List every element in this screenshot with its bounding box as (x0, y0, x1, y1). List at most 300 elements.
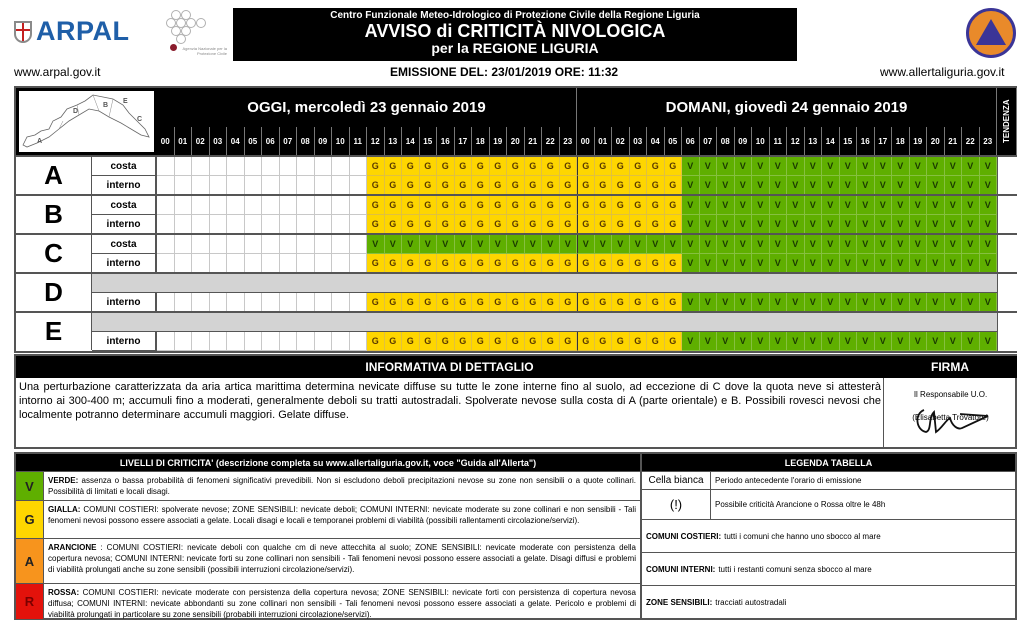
criticality-cell: V (980, 196, 998, 215)
criticality-cell: V (700, 157, 718, 176)
criticality-cell: G (420, 176, 438, 195)
criticality-cell: V (945, 332, 963, 351)
criticality-cell (297, 157, 315, 176)
criticality-cell (227, 235, 245, 254)
criticality-cell: V (840, 157, 858, 176)
criticality-cell (192, 254, 210, 273)
legend-definition-row (642, 519, 1015, 552)
criticality-cell: V (717, 235, 735, 254)
criticality-cell: V (612, 235, 630, 254)
criticality-cell: V (962, 157, 980, 176)
hour-header: 19 (910, 127, 928, 155)
criticality-cell: G (437, 332, 455, 351)
criticality-cell: V (962, 215, 980, 234)
criticality-cell: V (857, 254, 875, 273)
criticality-cell: V (910, 196, 928, 215)
criticality-cell: V (945, 196, 963, 215)
criticality-cell: V (927, 215, 945, 234)
hour-header: 18 (892, 127, 910, 155)
hour-header: 00 (157, 127, 175, 155)
criticality-cell: V (805, 157, 823, 176)
hour-header: 03 (630, 127, 648, 155)
criticality-cell: V (735, 215, 753, 234)
criticality-cell: G (507, 157, 525, 176)
tendenza-cell (997, 313, 1017, 332)
svg-text:B: B (103, 102, 109, 109)
criticality-cell (280, 254, 298, 273)
criticality-cell (175, 196, 193, 215)
criticality-cell: V (367, 235, 385, 254)
criticality-cell: G (367, 332, 385, 351)
criticality-cell (245, 293, 263, 312)
criticality-cell: V (787, 215, 805, 234)
criticality-cell: G (420, 293, 438, 312)
criticality-cell: V (945, 293, 963, 312)
criticality-cell: V (805, 235, 823, 254)
legend-term: COMUNI INTERNI: (646, 564, 716, 574)
hour-header: 09 (315, 127, 333, 155)
criticality-cell: V (647, 235, 665, 254)
hour-header: 00 (577, 127, 595, 155)
criticality-cell: V (962, 293, 980, 312)
criticality-cell: V (735, 176, 753, 195)
protezione-civile-liguria-logo (966, 8, 1016, 58)
criticality-cell: G (595, 215, 613, 234)
criticality-cell: V (752, 332, 770, 351)
criticality-cell (280, 332, 298, 351)
criticality-cell: V (385, 235, 403, 254)
criticality-cell: G (402, 196, 420, 215)
allertaliguria-url[interactable]: www.allertaliguria.gov.it (880, 65, 1005, 79)
criticality-cell: V (910, 332, 928, 351)
criticality-cell: V (700, 332, 718, 351)
criticality-cell: V (507, 235, 525, 254)
table-row (92, 332, 1017, 351)
criticality-cell: V (735, 293, 753, 312)
tendenza-header: TENDENZA (997, 88, 1017, 155)
criticality-cell: G (367, 215, 385, 234)
criticality-cell: V (682, 157, 700, 176)
criticality-cell (297, 176, 315, 195)
criticality-cell (280, 293, 298, 312)
criticality-cell: G (612, 254, 630, 273)
criticality-cell (245, 157, 263, 176)
criticality-cell: G (542, 196, 560, 215)
criticality-cell (192, 157, 210, 176)
criticality-cell (262, 196, 280, 215)
criticality-cell: G (665, 157, 683, 176)
criticality-cell: V (962, 235, 980, 254)
criticality-cell: V (945, 215, 963, 234)
criticality-cell: V (892, 157, 910, 176)
hour-header: 15 (420, 127, 438, 155)
criticality-cell (315, 235, 333, 254)
criticality-cell: G (665, 215, 683, 234)
hour-header: 23 (980, 127, 998, 155)
hours-row (157, 127, 997, 155)
table-row (92, 274, 1017, 293)
criticality-cell (262, 293, 280, 312)
criticality-cell: V (980, 235, 998, 254)
signature-cell (883, 378, 1017, 447)
level-badge: V (16, 472, 44, 500)
zone-block-c (16, 233, 1017, 272)
zone-unused-row (92, 274, 997, 293)
criticality-cell: V (875, 332, 893, 351)
level-name: GIALLA: (48, 505, 81, 514)
criticality-cell: V (752, 176, 770, 195)
criticality-cell (157, 235, 175, 254)
legend-description: tutti i comuni che hanno uno sbocco al mare (724, 531, 881, 541)
hour-header: 03 (210, 127, 228, 155)
criticality-cell: V (735, 196, 753, 215)
criticality-cell: G (577, 332, 595, 351)
criticality-cell (315, 215, 333, 234)
hour-header: 02 (612, 127, 630, 155)
criticality-cell (297, 332, 315, 351)
criticality-cell: V (787, 332, 805, 351)
level-text: assenza o bassa probabilità di fenomeni significativi prevedibili. Non si escludono deboli precipitazioni nevose su zone non sensibili o a quote collinari. Possibilità di limitati e locali disagi. (48, 476, 636, 496)
criticality-cell (297, 293, 315, 312)
criticality-cell (332, 196, 350, 215)
criticality-cell: V (455, 235, 473, 254)
criticality-cell: G (385, 254, 403, 273)
level-name: ROSSA: (48, 588, 80, 597)
criticality-cell (157, 254, 175, 273)
criticality-cell (262, 235, 280, 254)
emission-datetime: EMISSIONE DEL: 23/01/2019 ORE: 11:32 (390, 65, 619, 79)
criticality-cell: V (770, 293, 788, 312)
criticality-cell (175, 176, 193, 195)
criticality-cell: V (805, 215, 823, 234)
criticality-cell (350, 196, 368, 215)
legend-value: Possibile criticità Arancione o Rossa oltre le 48h (715, 500, 886, 509)
criticality-cell: V (840, 196, 858, 215)
criticality-cell: G (612, 157, 630, 176)
hour-header: 14 (822, 127, 840, 155)
criticality-cell: G (420, 157, 438, 176)
criticality-cell: V (892, 176, 910, 195)
criticality-levels-section (14, 452, 642, 620)
criticality-cell: V (840, 215, 858, 234)
table-row (92, 293, 1017, 312)
criticality-cell: V (682, 254, 700, 273)
criticality-cell: V (822, 196, 840, 215)
criticality-cell: G (402, 215, 420, 234)
criticality-cell: G (507, 196, 525, 215)
hour-header: 21 (525, 127, 543, 155)
tendenza-cell (997, 176, 1017, 195)
informativa-text: Una perturbazione caratterizzata da aria artica marittima determina nevicate diffuse su tutte le zone interne fino al suolo, ad eccezione di C dove la quota neve si attesterà intorno ai 300-400 m; accumuli fino a moderati, generalmente deboli su tratti autostradali. Spolverate nevose sulla costa di A (parte orientale) e B. Possibili rovesci nevosi che localmente potranno determinare accumuli maggiori. Gelate diffuse. (19, 381, 881, 421)
criticality-cell: V (752, 235, 770, 254)
criticality-cell: V (822, 215, 840, 234)
criticality-cell (227, 293, 245, 312)
table-row (92, 176, 1017, 195)
criticality-cell (350, 293, 368, 312)
criticality-cell: G (525, 176, 543, 195)
criticality-cell (192, 235, 210, 254)
criticality-cell: G (595, 157, 613, 176)
criticality-cell (315, 196, 333, 215)
level-description (44, 472, 640, 500)
criticality-cell: G (525, 215, 543, 234)
criticality-cell: V (752, 293, 770, 312)
criticality-cell (227, 215, 245, 234)
criticality-cell: V (752, 196, 770, 215)
criticality-cell (210, 196, 228, 215)
criticality-cell: G (472, 254, 490, 273)
criticality-cell (227, 332, 245, 351)
criticality-cell: V (910, 235, 928, 254)
level-text: COMUNI COSTIERI: spolverate nevose; ZONE SENSIBILI: nevicate deboli; COMUNI INTERNI: nevicate moderate su zone collinari e non sensibili - Tali fenomeni nevosi possono essere associati a gelate. Locali disagi e locali e temporanei problemi di viabilità (possibili rallentamenti circolazione/servizi). (48, 505, 636, 525)
criticality-cell: V (892, 332, 910, 351)
criticality-cell: G (647, 157, 665, 176)
hour-header: 18 (472, 127, 490, 155)
criticality-cell: G (630, 293, 648, 312)
criticality-cell: G (455, 254, 473, 273)
hour-header: 12 (787, 127, 805, 155)
criticality-cell (350, 332, 368, 351)
criticality-cell: V (437, 235, 455, 254)
hour-header: 11 (770, 127, 788, 155)
criticality-cell: V (560, 235, 578, 254)
criticality-cell: G (595, 254, 613, 273)
criticality-cell: G (525, 332, 543, 351)
criticality-cell (245, 254, 263, 273)
hour-header: 15 (840, 127, 858, 155)
criticality-cell: V (717, 215, 735, 234)
criticality-cell: V (735, 235, 753, 254)
criticality-cell: V (927, 332, 945, 351)
criticality-cell: V (892, 235, 910, 254)
legend-value: Periodo antecedente l'orario di emissione (715, 476, 862, 485)
criticality-cell: V (805, 176, 823, 195)
level-text: : COMUNI COSTIERI: nevicate deboli con qualche cm di neve attecchita al suolo; ZONE SENSIBILI: nevicate moderate con persistenza della copertura nevosa; COMUNI INTERNI: nevicate forti su zone collinari non sensibili - Tali fenomeni nevosi possono essere associati a gelate. Disagi diffusi e problemi di viabilità prolungati anche su zone sensibili (possibili interruzioni circolazione/servizi). (48, 543, 636, 574)
informativa-section (14, 354, 1017, 449)
criticality-cell (332, 176, 350, 195)
criticality-cell: V (857, 176, 875, 195)
criticality-cell: V (490, 235, 508, 254)
table-row (92, 235, 1017, 254)
table-row (92, 157, 1017, 176)
criticality-cell: G (525, 293, 543, 312)
criticality-cell: V (875, 157, 893, 176)
hour-header: 05 (665, 127, 683, 155)
criticality-cell: G (472, 176, 490, 195)
criticality-cell: V (735, 332, 753, 351)
zone-letter: A (16, 157, 92, 194)
criticality-cell: G (577, 196, 595, 215)
criticality-cell: G (595, 176, 613, 195)
hour-header: 10 (752, 127, 770, 155)
hour-header: 09 (735, 127, 753, 155)
criticality-cell (210, 176, 228, 195)
criticality-cell: V (822, 176, 840, 195)
criticality-cell (315, 176, 333, 195)
criticality-cell: G (420, 215, 438, 234)
hour-header: 07 (280, 127, 298, 155)
criticality-cell: V (857, 235, 875, 254)
svg-text:D: D (73, 108, 79, 115)
protezione-civile-nazionale-logo (157, 8, 229, 64)
criticality-cell (175, 254, 193, 273)
subzone-label: interno (92, 293, 157, 312)
hour-header: 05 (245, 127, 263, 155)
legend-description: tutti i restanti comuni senza sbocco al mare (718, 564, 872, 574)
criticality-cell: G (560, 176, 578, 195)
criticality-cell (192, 293, 210, 312)
criticality-cell: V (700, 176, 718, 195)
criticality-cell: G (560, 332, 578, 351)
criticality-cell: G (630, 196, 648, 215)
criticality-cell (262, 176, 280, 195)
criticality-cell: V (787, 196, 805, 215)
criticality-cell: V (665, 235, 683, 254)
criticality-cell: V (910, 176, 928, 195)
criticality-cell: G (437, 254, 455, 273)
criticality-cell: V (525, 235, 543, 254)
tendenza-cell (997, 293, 1017, 312)
criticality-cell: G (490, 332, 508, 351)
criticality-cell: G (630, 157, 648, 176)
criticality-cell (245, 235, 263, 254)
criticality-cell: V (980, 215, 998, 234)
hour-header: 22 (962, 127, 980, 155)
criticality-cell: V (927, 235, 945, 254)
tendenza-cell (997, 196, 1017, 215)
criticality-cell: G (612, 215, 630, 234)
criticality-cell: G (612, 293, 630, 312)
criticality-cell (175, 293, 193, 312)
criticality-cell: G (437, 215, 455, 234)
criticality-cell: G (665, 254, 683, 273)
criticality-cell: G (472, 332, 490, 351)
criticality-cell: G (507, 176, 525, 195)
hour-header: 01 (175, 127, 193, 155)
hour-header: 06 (262, 127, 280, 155)
hour-header: 10 (332, 127, 350, 155)
criticality-cell: G (402, 157, 420, 176)
criticality-cell: G (542, 254, 560, 273)
criticality-cell (210, 215, 228, 234)
criticality-cell: V (402, 235, 420, 254)
criticality-cell: G (647, 332, 665, 351)
criticality-cell: G (490, 254, 508, 273)
criticality-cell (332, 215, 350, 234)
criticality-cell (245, 176, 263, 195)
table-row (92, 254, 1017, 273)
criticality-cell (175, 157, 193, 176)
criticality-cell: V (682, 332, 700, 351)
criticality-cell: V (787, 157, 805, 176)
signature-icon (912, 406, 992, 436)
criticality-cell: V (962, 196, 980, 215)
criticality-cell: V (945, 157, 963, 176)
criticality-cell: V (752, 215, 770, 234)
criticality-cell: G (542, 157, 560, 176)
day-header-tomorrow: DOMANI, giovedì 24 gennaio 2019 (577, 88, 997, 127)
criticality-table (14, 86, 1017, 353)
liguria-map-icon (19, 91, 154, 152)
day-header-today: OGGI, mercoledì 23 gennaio 2019 (157, 88, 577, 127)
criticality-cell: V (840, 176, 858, 195)
criticality-cell: V (857, 196, 875, 215)
table-row (92, 196, 1017, 215)
criticality-cell: V (735, 157, 753, 176)
criticality-cell: V (980, 176, 998, 195)
criticality-cell: G (577, 176, 595, 195)
title-banner (233, 8, 797, 61)
criticality-cell: V (700, 254, 718, 273)
criticality-cell: G (402, 293, 420, 312)
criticality-cell (350, 254, 368, 273)
criticality-cell: G (455, 176, 473, 195)
criticality-cell: V (770, 157, 788, 176)
criticality-cell (210, 157, 228, 176)
criticality-cell: G (385, 332, 403, 351)
criticality-cell: G (595, 293, 613, 312)
criticality-cell: V (875, 196, 893, 215)
criticality-cell (332, 254, 350, 273)
criticality-cell (280, 235, 298, 254)
criticality-cell (210, 332, 228, 351)
criticality-cell: V (822, 157, 840, 176)
hour-header: 17 (455, 127, 473, 155)
criticality-cell: G (647, 196, 665, 215)
criticality-cell (157, 215, 175, 234)
criticality-cell (332, 293, 350, 312)
legend-term: COMUNI COSTIERI: (646, 531, 722, 541)
criticality-cell: V (910, 157, 928, 176)
criticality-cell: V (875, 215, 893, 234)
arpal-url[interactable]: www.arpal.gov.it (14, 65, 101, 79)
criticality-cell: V (822, 254, 840, 273)
tendenza-cell (997, 332, 1017, 351)
criticality-cell: G (577, 254, 595, 273)
criticality-cell: G (577, 157, 595, 176)
hour-header: 13 (805, 127, 823, 155)
liguria-shield-icon (14, 21, 32, 43)
criticality-cell: G (542, 293, 560, 312)
level-row-v (16, 471, 640, 500)
criticality-cell (332, 332, 350, 351)
criticality-cell: G (385, 157, 403, 176)
tendenza-cell (997, 215, 1017, 234)
criticality-cell: V (752, 254, 770, 273)
criticality-cell: G (490, 157, 508, 176)
level-description (44, 501, 640, 538)
criticality-cell: G (560, 215, 578, 234)
criticality-cell: V (770, 254, 788, 273)
criticality-cell (192, 176, 210, 195)
criticality-cell: G (402, 176, 420, 195)
hour-header: 04 (647, 127, 665, 155)
tendenza-cell (997, 274, 1017, 293)
level-row-r (16, 583, 640, 619)
liguria-zone-map (16, 88, 157, 155)
criticality-cell: G (560, 157, 578, 176)
criticality-cell: V (770, 176, 788, 195)
criticality-cell: V (945, 235, 963, 254)
criticality-cell: V (892, 196, 910, 215)
hour-header: 23 (560, 127, 578, 155)
criticality-cell: V (735, 254, 753, 273)
criticality-cell: V (752, 157, 770, 176)
criticality-cell: G (455, 332, 473, 351)
criticality-cell: G (525, 157, 543, 176)
criticality-cell: V (980, 332, 998, 351)
criticality-cell: V (962, 176, 980, 195)
